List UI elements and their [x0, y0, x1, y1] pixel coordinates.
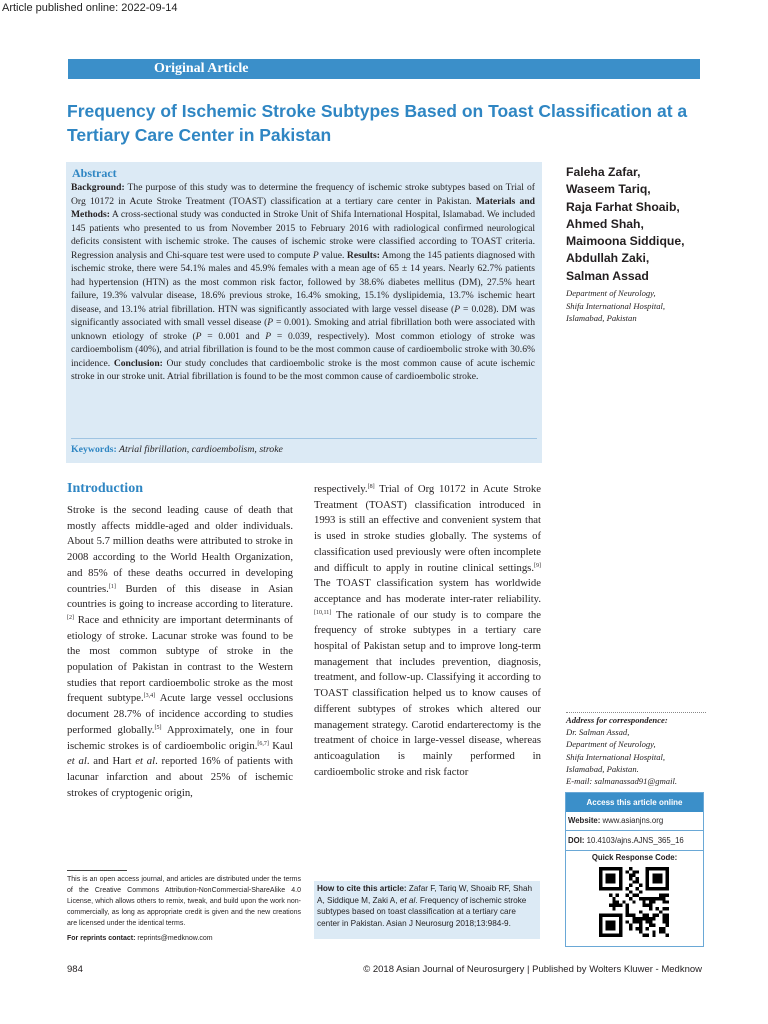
paragraph-text: . reported 16% of patients with lacunar infarction and about 25% of ischemic strokes of cryptogenic origin, — [67, 755, 294, 799]
citation-ref: [6,7] — [257, 740, 269, 747]
website-link[interactable]: www.asianjns.org — [600, 816, 664, 825]
abstract-divider — [71, 438, 537, 439]
citation-body: Zafar F, Tariq W, Shoaib RF, Shah A, Siddique M, Zaki A, — [317, 884, 533, 905]
citation-ref: [5] — [154, 724, 162, 731]
methods-label: Materials and Methods: — [71, 195, 535, 220]
citation-text — [317, 883, 537, 929]
italic-text: et al — [67, 755, 87, 768]
correspondence-line: Department of Neurology, — [566, 739, 656, 750]
p-symbol: P — [265, 330, 272, 342]
reprints-contact — [67, 935, 213, 942]
author-name: Faleha Zafar, — [566, 165, 641, 179]
p-symbol: P — [267, 317, 274, 328]
citation-label: How to cite this article: — [317, 884, 407, 893]
paragraph-text: . and Hart — [86, 755, 136, 768]
results-text: = 0.039, respectively). Most common etiology of stroke was cardioembolism (40%), and atrial fibrillation is found to be the most common cause of cardioembolic stroke with 30.6% incidence. — [71, 330, 535, 369]
affiliation-line: Shifa International Hospital, — [566, 300, 666, 311]
citation-body: . Frequency of ischemic stroke subtypes based on toast classification at a tertiary care center in Pakistan. Asian J Neurosurg 2018;13:984-9. — [317, 895, 527, 928]
author-name: Ahmed Shah, — [566, 216, 644, 231]
p-symbol: P — [195, 330, 202, 342]
website-label: Website: — [568, 816, 601, 825]
doi-label: DOI: — [568, 836, 585, 845]
citation-etal: et al — [399, 895, 416, 905]
background-label: Background: — [71, 182, 125, 193]
abstract-text — [71, 181, 535, 384]
citation-ref: [1] — [108, 583, 116, 590]
paragraph-text: The rationale of our study is to compare the frequency of stroke subtypes in a tertiary care hospital of Pakistan setup and to improve long-term management that includes prevention, diagnosis, treatment, and follow-up. Classifying it according to TOAST classification helped us to know causes of different subtypes of strokes which altered our management strategy. Carotid endarterectomy is the treatment of choice in large-vessel disease, whereas anticoagulation is mainly performed in cardioembolic stroke and risk factor — [314, 608, 541, 778]
article-title: Frequency of Ischemic Stroke Subtypes Based on Toast Classification at a Tertiary Care Center in Pakistan — [67, 101, 688, 145]
correspondence-line: Dr. Salman Assad, — [566, 727, 630, 738]
results-text: = 0.001 and — [201, 330, 266, 342]
author-name: Maimoona Siddique, — [566, 234, 685, 249]
citation-ref: [3,4] — [143, 693, 156, 700]
published-date: Article published online: 2022-09-14 — [2, 2, 178, 14]
citation-box — [314, 881, 540, 939]
license-footnote: This is an open access journal, and articles are distributed under the terms of the Creative Commons Attribution-NonCommercial-ShareAlike 4.0 License, which allows others to remix, tweak, and build upon the work non-commercially, as long as appropriate credit is given and the new creations are licensed under the identical terms. — [67, 876, 301, 927]
italic-text: et al — [135, 755, 156, 768]
correspondence-line: Shifa International Hospital, — [566, 751, 666, 762]
conclusion-label: Conclusion: — [113, 357, 163, 369]
article-type-banner — [68, 59, 700, 79]
methods-text-end: value. — [318, 249, 347, 261]
keywords — [71, 444, 283, 455]
author-list — [566, 164, 746, 285]
access-divider — [566, 830, 703, 831]
methods-text: A cross-sectional study was conducted in Stroke Unit of Shifa International Hospital, Islamabad. We included 145 patients who presented to us from November 2015 to February 2016 with radiological confirmed neurological deficits consistent with ischemic stroke. The causes of ischemic stroke were classified according to TOAST criteria. Regression analysis and Chi-square test were used to compute — [71, 209, 535, 261]
author-name: Raja Farhat Shoaib, — [566, 199, 680, 214]
footnote-divider — [67, 870, 127, 871]
keywords-label: Keywords: — [71, 444, 117, 455]
introduction-column-right — [314, 482, 541, 780]
paragraph-text: Approximately, one in four ischemic strokes is of cardioembolic origin. — [67, 723, 293, 752]
journal-footer: © 2018 Asian Journal of Neurosurgery | Published by Wolters Kluwer - Medknow — [363, 964, 702, 975]
introduction-heading: Introduction — [67, 481, 143, 496]
abstract-heading: Abstract — [72, 166, 117, 180]
author-name: Abdullah Zaki, — [566, 251, 650, 266]
results-label: Results: — [346, 249, 380, 261]
correspondence-address — [566, 712, 706, 799]
reprints-label: For reprints contact: — [67, 935, 136, 942]
paragraph-text: Kaul — [268, 739, 293, 752]
paragraph-text: Trial of Org 10172 in Acute Stroke Treatment (TOAST) classification introduced in 1993 is still an effective and convenient system that is used in stroke studies globally. The systems of classification used previously were often incomplete and difficult to apply in routine clinical settings. — [314, 483, 541, 574]
paragraph-text: respectively. — [314, 483, 368, 495]
paragraph-text: Stroke is the second leading cause of death that mostly affects middle-aged and older individuals. About 5.7 million deaths were attributed to stroke in 2008 according to the World Health Organization, and 85% of these deaths occurred in developing countries. — [67, 504, 293, 595]
results-text: = 0.001). Smoking and atrial fibrillation both were associated with unknown etiology of stroke ( — [71, 317, 535, 342]
paragraph-text: Acute large vessel occlusions document 28.7% of incidence according to studies performed globally. — [67, 692, 293, 736]
doi-row — [568, 834, 701, 848]
p-symbol: P — [454, 303, 461, 315]
paragraph-text: Race and ethnicity are important determinants of etiology of stroke. Lacunar stroke was found to be the most common subtype of stroke in the population of Pakistan in contrast to the Western studies that report cardioembolic stroke as the most frequent subtype. — [67, 613, 293, 705]
access-header: Access this article online — [566, 793, 703, 812]
citation-ref: [10,11] — [314, 609, 332, 616]
correspondence-email[interactable]: E-mail: salmanassad91@gmail. — [566, 776, 678, 787]
affiliation-line: Islamabad, Pakistan — [566, 313, 637, 323]
author-name: Salman Assad — [566, 268, 649, 283]
p-symbol: P — [312, 249, 319, 261]
access-divider — [566, 850, 703, 851]
correspondence-label: Address for correspondence: — [566, 715, 668, 725]
abstract-box — [66, 162, 542, 463]
author-name: Waseem Tariq, — [566, 182, 651, 197]
background-text: The purpose of this study was to determine the frequency of ischemic stroke subtypes based on Trial of Org 10172 in Acute Stroke Treatment (TOAST) classification at a tertiary care center in Pakistan. — [71, 182, 535, 207]
qr-code-icon[interactable] — [599, 867, 669, 937]
keywords-value: Atrial fibrillation, cardioembolism, stroke — [116, 444, 283, 455]
page-number: 984 — [67, 964, 83, 975]
qr-label: Quick Response Code: — [591, 853, 678, 862]
article-type-label: Original Article — [154, 61, 249, 76]
citation-ref: [9] — [534, 562, 541, 569]
website-row — [568, 814, 701, 828]
citation-ref: [2] — [67, 614, 74, 621]
doi-link[interactable]: 10.4103/ajns.AJNS_365_16 — [584, 836, 684, 845]
access-online-box — [565, 792, 704, 947]
author-affiliation — [566, 287, 746, 325]
results-text: = 0.028). DM was significantly associated with small vessel disease ( — [71, 303, 535, 328]
affiliation-line: Department of Neurology, — [566, 288, 656, 298]
results-text: Among the 145 patients diagnosed with ischemic stroke, there were 54.1% males and 45.9% females with a mean age of 65 ± 14 years. Nearly 62.7% patients had hypertension (HTN) as the most common risk factor, followed by 38.6% diabetes mellitus (DM), 27.5% heart failure, 19.3% valvular disease, 18.6% previous stroke, 16.4% smoking, 15.1% dyslipidemia, 13.7% ischemic heart disease, and 13.1% atrial fibrillation. HTN was significantly associated with large vessel disease ( — [71, 249, 535, 315]
introduction-column-left — [67, 503, 293, 801]
paragraph-text: The TOAST classification system has worldwide acceptance and has moderate inter-rater reliability. — [314, 577, 541, 605]
paragraph-text: Burden of this disease in Asian countries is going to increase according to literature. — [67, 582, 293, 611]
citation-ref: [8] — [367, 484, 375, 490]
conclusion-text: Our study concludes that cardioembolic stroke is the most common cause of acute ischemic stroke in our stroke unit. Atrial fibrillation is found to be the most common cause of cardioembolic stroke. — [71, 357, 535, 382]
correspondence-line: Islamabad, Pakistan. — [566, 763, 639, 774]
reprints-email[interactable]: reprints@medknow.com — [135, 935, 213, 942]
